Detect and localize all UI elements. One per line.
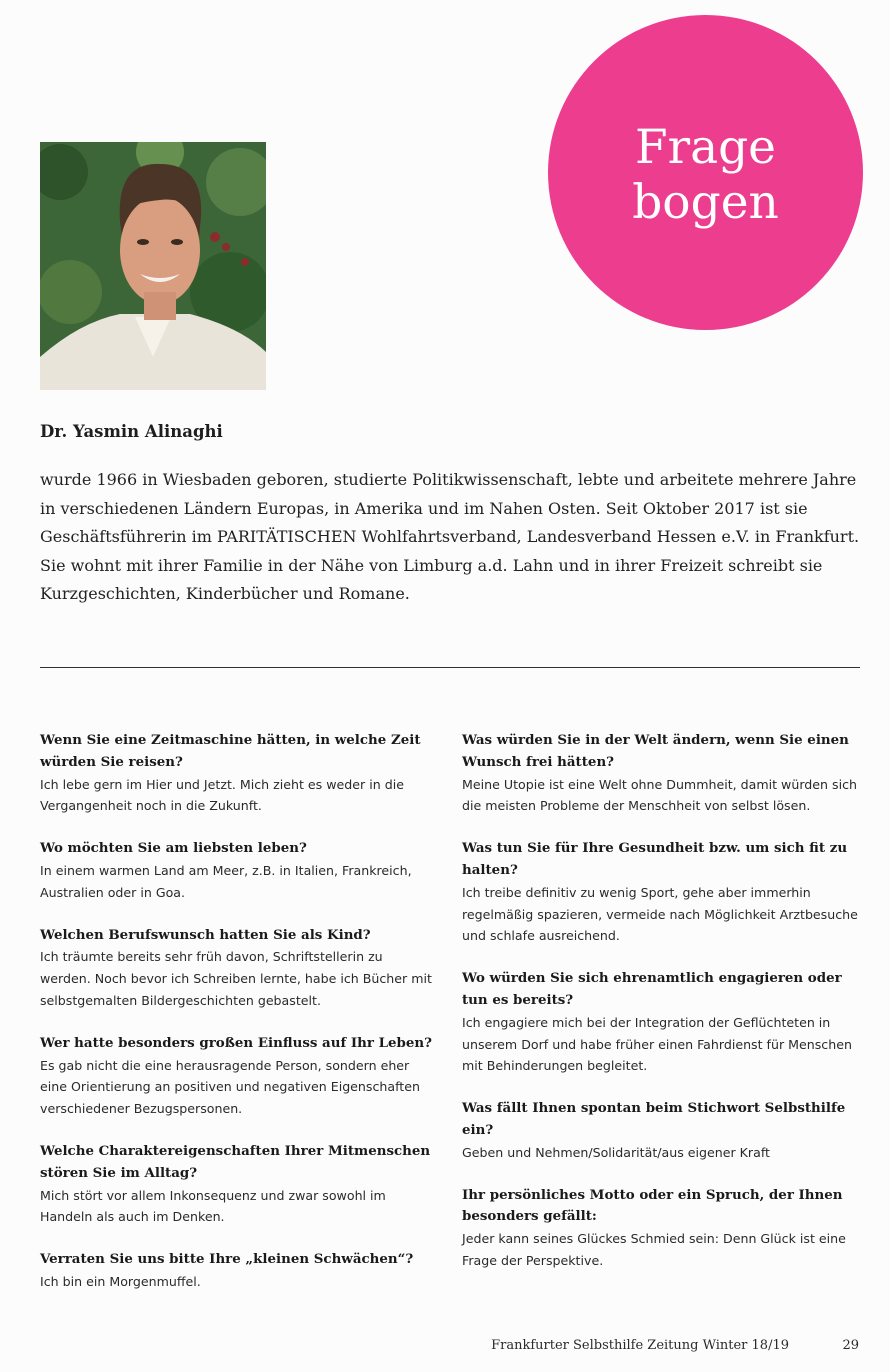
qa-item xyxy=(40,1141,435,1228)
right-column xyxy=(462,730,862,1293)
answer: Ich engagiere mich bei der Integration der Geflüchteten in unserem Dorf und habe früher einen Fahrdienst für Menschen mit Behinderungen begleitet. xyxy=(462,1014,852,1074)
question: Was fällt Ihnen spontan beim Stichwort Selbsthilfe ein? xyxy=(462,1100,846,1138)
answer: Geben und Nehmen/Solidarität/aus eigener Kraft xyxy=(462,1144,770,1160)
person-bio: wurde 1966 in Wiesbaden geboren, studierte Politikwissenschaft, lebte und arbeitete mehrere Jahre in verschiedenen Ländern Europas, in Amerika und im Nahen Osten. Seit Oktober 2017 ist sie Geschäftsführerin im PARITÄTISCHEN Wohlfahrtsverband, Landesverband Hessen e.V. in Frankfurt. Sie wohnt mit ihrer Familie in der Nähe von Limburg a.d. Lahn und in ihrer Freizeit schreibt sie Kurzgeschichten, Kinderbücher und Romane. xyxy=(40,470,860,604)
answer: Mich stört vor allem Inkonsequenz und zwar sowohl im Handeln als auch im Denken. xyxy=(40,1187,386,1225)
answer: Ich bin ein Morgenmuffel. xyxy=(40,1273,201,1289)
answer: Ich träumte bereits sehr früh davon, Schriftstellerin zu werden. Noch bevor ich Schreiben lernte, habe ich Bücher mit selbstgemalten Bildergeschichten gebastelt. xyxy=(40,949,432,1008)
question: Welchen Berufswunsch hatten Sie als Kind? xyxy=(40,926,371,943)
question: Verraten Sie uns bitte Ihre „kleinen Schwächen“? xyxy=(40,1251,414,1268)
left-column xyxy=(40,730,435,1314)
answer: Ich lebe gern im Hier und Jetzt. Mich zieht es weder in die Vergangenheit noch in die Zukunft. xyxy=(40,776,404,814)
question: Was tun Sie für Ihre Gesundheit bzw. um sich fit zu halten? xyxy=(462,840,848,878)
question: Wo würden Sie sich ehrenamtlich engagieren oder tun es bereits? xyxy=(462,970,842,1008)
answer: Ich treibe definitiv zu wenig Sport, gehe aber immerhin regelmäßig spazieren, vermeide nach Möglichkeit Arztbesuche und schlafe ausreichend. xyxy=(462,884,858,944)
question: Wer hatte besonders großen Einfluss auf Ihr Leben? xyxy=(40,1034,433,1051)
page-number: 29 xyxy=(842,1338,859,1353)
question: Wenn Sie eine Zeitmaschine hätten, in welche Zeit würden Sie reisen? xyxy=(40,732,421,770)
question: Ihr persönliches Motto oder ein Spruch, der Ihnen besonders gefällt: xyxy=(462,1186,843,1225)
answer: Jeder kann seines Glückes Schmied sein: Denn Glück ist eine Frage der Perspektive. xyxy=(462,1231,846,1268)
question: Wo möchten Sie am liebsten leben? xyxy=(40,840,307,857)
answer: In einem warmen Land am Meer, z.B. in Italien, Frankreich, Australien oder in Goa. xyxy=(40,862,412,900)
person-name: Dr. Yasmin Alinaghi xyxy=(40,422,223,441)
answer: Meine Utopie ist eine Welt ohne Dummheit, damit würden sich die meisten Probleme der Menschheit von selbst lösen. xyxy=(462,776,857,814)
qa-item xyxy=(462,1098,862,1163)
questionnaire-badge xyxy=(548,15,863,330)
qa-item xyxy=(40,730,435,817)
question: Was würden Sie in der Welt ändern, wenn Sie einen Wunsch frei hätten? xyxy=(462,732,849,770)
badge-title xyxy=(632,120,779,230)
qa-item xyxy=(40,838,435,903)
badge-line-2: bogen xyxy=(632,174,779,230)
answer: Es gab nicht die eine herausragende Person, sondern eher eine Orientierung an positiven und negativen Eigenschaften verschiedener Bezugspersonen. xyxy=(40,1057,420,1117)
qa-item xyxy=(462,838,862,947)
badge-line-1: Frage xyxy=(635,119,776,175)
section-divider xyxy=(40,667,860,668)
qa-item xyxy=(40,925,435,1012)
portrait-photo xyxy=(40,142,266,390)
question: Welche Charaktereigenschaften Ihrer Mitmenschen stören Sie im Alltag? xyxy=(40,1142,431,1181)
page-footer xyxy=(0,1338,890,1358)
qa-item xyxy=(40,1033,435,1120)
publication-name: Frankfurter Selbsthilfe Zeitung Winter 18/19 xyxy=(491,1338,789,1353)
qa-item xyxy=(462,1185,862,1272)
qa-item xyxy=(40,1249,435,1293)
qa-item xyxy=(462,730,862,817)
qa-item xyxy=(462,968,862,1077)
